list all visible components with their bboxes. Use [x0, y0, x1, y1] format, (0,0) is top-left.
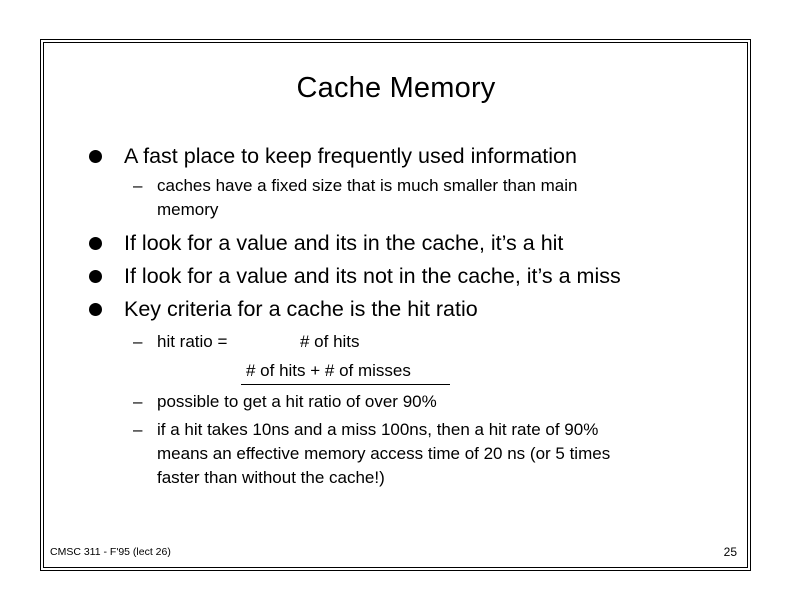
sub-bullet-dash: –	[133, 332, 143, 351]
sub-bullet-dash: –	[133, 420, 143, 439]
bullet-hit: If look for a value and its in the cache, it’s a hit	[124, 231, 564, 255]
sub-bullet-dash: –	[133, 176, 143, 195]
sub-bullet-example-line2: means an effective memory access time of 20 ns (or 5 times	[157, 444, 611, 463]
hit-ratio-denominator: # of hits + # of misses	[246, 361, 411, 380]
bullet-fast-place: A fast place to keep frequently used information	[124, 144, 577, 168]
bullet-dot	[89, 150, 102, 163]
page-number: 25	[723, 545, 737, 559]
bullet-dot	[89, 270, 102, 283]
slide-title: Cache Memory	[296, 72, 496, 104]
sub-bullet-example-line1: if a hit takes 10ns and a miss 100ns, then a hit rate of 90%	[157, 420, 599, 439]
bullet-dot	[89, 303, 102, 316]
fraction-bar	[241, 384, 450, 385]
bullet-miss: If look for a value and its not in the cache, it’s a miss	[124, 264, 621, 288]
bullet-dot	[89, 237, 102, 250]
sub-bullet-dash: –	[133, 392, 143, 411]
hit-ratio-label: hit ratio =	[157, 332, 228, 351]
slide-footer: CMSC 311 - F'95 (lect 26)	[50, 546, 171, 558]
bullet-hit-ratio: Key criteria for a cache is the hit ratio	[124, 297, 478, 321]
hit-ratio-numerator: # of hits	[300, 332, 360, 351]
sub-bullet-example-line3: faster than without the cache!)	[157, 468, 385, 487]
sub-bullet-cache-size-line1: caches have a fixed size that is much smaller than main	[157, 176, 578, 195]
sub-bullet-cache-size-line2: memory	[157, 200, 219, 219]
sub-bullet-over-90: possible to get a hit ratio of over 90%	[157, 392, 437, 411]
